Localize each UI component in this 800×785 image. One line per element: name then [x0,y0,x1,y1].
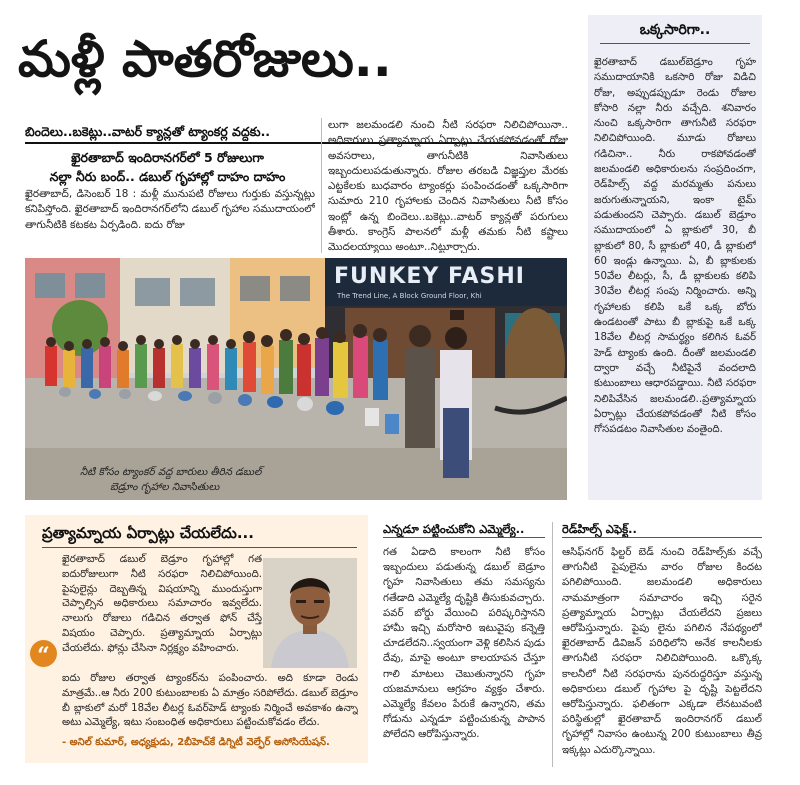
lead-column-2: లుగా జలమండలి నుంచి నీటి సరఫరా నిలిచిపోయినా.. అధికారులు ప్రత్యామ్నాయ ఏర్పాట్లు చేయకపోవడంతో రోజు అవసరాలు, తాగునీటికి నివాసితులు ఇబ్బందులుపడుతున్నారు. రోజుల తరబడి విజ్ఞప్తుల మేరకు ఎట్టకేలకు బుధవారం ట్యాంకర్లు పంపించడంతో ఒక్కసారిగా సుమారు 210 గృహాలకు చెందిన నివాసితులు నీటి కోసం ఇంట్లో ఉన్న బిందెలు..బకెట్లు..వాటర్‌ క్యాన్లతో పరుగులు తీశారు. కాంగ్రెస్‌ పాలనలో మళ్లీ తమకు నీటి కష్టాలు మొదలయ్యాయి అంటూ..నిట్టూర్చారు. [328,119,568,253]
redhills-divider [562,537,762,538]
mla-text: గత ఏడాది కాలంగా నీటి కోసం ఇబ్బందులు పడుతున్న డబుల్‌ బెడ్రూం గృహ నివాసితులు తమ సమస్యను గతేడాది ఎమ్మెల్యే దృష్టికి తీసుకువచ్చారు. పవర్‌ బోర్డు వేయించి పరిష్కరిస్తానని హామీ ఇచ్చి మరోసారి ఇటువైపు కన్నెత్తి చూడలేదని..స్వయంగా వెళ్లి కలిసిన పుడు దేవు, మాపై అంటూ కాలయాపన చేస్తూ గాలి మాటలు చెబుతున్నారని గృహ యజమానులు ఆగ్రహం వ్యక్తం చేశారు. ఎమ్మెల్యే కేవలం పేరుకే ఉన్నారని, తమ గోడును ఎన్నడూ పట్టించుకున్న పాపాన పోలేదని ఆరోపిస్తున్నారు. [383,547,545,741]
news-photo [25,258,567,500]
quote-credit: - అనిల్‌ కుమార్‌, అధ్యక్షుడు, 2బీహెచ్‌కే డిగ్నిటీ వెల్ఫేర్‌ అసోసియేషన్‌. [62,737,330,748]
mla-divider [383,537,545,538]
quote-mark-icon: “ [30,640,57,667]
subdeck-line-1: ఖైరతాబాద్‌ ఇందిరానగర్‌లో 5 రోజులుగా [71,150,264,165]
quote-title: ప్రత్యామ్నాయ ఏర్పాట్లు చేయలేదు... [42,524,254,542]
shop-sign: FUNKEY FASHI [334,264,525,289]
sidebar-text: ఖైరతాబాద్‌ డబుల్‌బెడ్రూం గృహ సముదాయానికి ఒకసారి రోజు విడిచి రోజు, అప్పుడప్పుడూ రెండు రోజుల కోసారి నల్లా నీరు వచ్చేది. శనివారం నుంచి ఒక్కసారిగా తాగునీటి సరఫరా నిలిచిపోయింది. మూడు రోజులు గడిచినా.. నీరు రాకపోవడంతో జలమండలి అధికారులను సంప్రదించగా, రెడ్‌హిల్స్‌ వద్ద మరమ్మతు పనులు జరుగుతున్నాయని, ఇంకా టైమ్‌ పడుతుందని చెప్పారు. డబుల్‌ బెడ్రూం సముదాయంలో ఏ బ్లాకులో 30, బీ బ్లాకులో 80, సీ బ్లాకులో 40, డీ బ్లాకులో 60 ఇండ్లు ఉన్నాయి. ఏ, బీ బ్లాకులకు 50వేల లీటర్లు, సీ, డీ బ్లాకులకు కలిపి 30వేల లీటర్ల సంపు నిర్మించారు. అన్ని గృహాలకు కలిపి ఒకే ఒక్క బోరు ఉండటంతో పాటు బీ బ్లాకుపై ఒకే ఒక్క 18వేల లీటర్ల సామర్థ్యం కలిగిన ఓవర్‌ హెడ్‌ ట్యాంకు ఉంది. దీంతో జలమండలి ద్వారా వచ్చే నీటిపైనే వందలాది కుటుంబాలు ఆధారపడ్డాయి. నీటి సరఫరా నిలిపివేసిన జలమండలి..ప్రత్యామ్నాయ ఏర్పాట్లు చేయకపోవడంతో నీటి కోసం గోసపడటం నివాసితుల వంతైంది. [594,57,756,436]
quote-divider [42,547,357,548]
photo-caption [80,465,270,495]
kicker: బిందెలు..బకెట్లు..వాటర్‌ క్యాన్లతో ట్యాంకర్ల వద్దకు.. [25,124,271,139]
column-divider-bottom [552,522,553,767]
redhills-title: రెడ్‌హిల్స్‌ ఎఫెక్ట్‌.. [562,522,637,536]
mla-title: ఎన్నడూ పట్టించుకోని ఎమ్మెల్యే.. [383,522,525,536]
sidebar-title: ఒక్కసారిగా.. [639,22,711,38]
shop-tagline: The Trend Line, A Block Ground Floor, Khi [337,292,482,300]
subdeck [25,148,310,186]
sidebar-divider [600,43,750,44]
column-divider [321,118,322,253]
redhills-text: ఆసిఫ్‌నగర్‌ ఫిల్టర్‌ బెడ్‌ నుంచి రెడ్‌హిల్స్‌కు వచ్చే తాగునీటి పైపులైను వారం రోజుల కిందట పగిలిపోయింది. జలమండలి అధికారులు నామమాత్రంగా సమాచారం ఇచ్చి సరైన ప్రత్యామ్నాయ ఏర్పాట్లు చేయలేదని ప్రజలు ఆరోపిస్తున్నారు. పైపు లైను పగిలిన నేపథ్యంలో ఖైరతాబాద్‌ డివిజన్‌ పరిధిలోని అనేక కాలనీలకు తాగునీటి సరఫరా నిలిచిపోయింది. ఒక్కొక్క కాలనీలో నీటి సరఫరాను పునరుద్ధరిస్తూ వస్తున్న అధికారులు డబుల్‌ గృహాల పై దృష్టి పెట్టలేదని ఆరోపిస్తున్నారు. ఫలితంగా ఎక్కడా లేనటువంటి పరిస్థితుల్లో ఖైరతాబాద్‌ ఇందిరానగర్‌ డబుల్‌ గృహాల్లో నివాసం ఉంటున్న 200 కుటుంబాలు తీవ్ర ఇక్కట్లు ఎదుర్కొన్నాయి. [562,547,762,756]
quote-text-1: ఖైరతాబాద్‌ డబుల్‌ బెడ్రూం గృహాల్లో గత ఐదురోజులుగా నీటి సరఫరా నిలిచిపోయింది. పైపులైన్లు దెబ్బతిన్న విషయాన్ని ముందుస్తుగా చెప్పాల్సిన అధికారులు సమాచారం ఇవ్వలేదు. నాలుగు రోజులు గడిచిన తర్వాత ఫోన్‌ చేస్తే విషయం చెప్పారు. ప్రత్యామ్నాయ ఏర్పాట్లు చేయలేదు. ఫోన్లు చేసినా నిర్లక్ష్యం వహించారు. [62,554,262,654]
portrait-illustration [263,558,357,668]
caption-line-1: నీటి కోసం ట్యాంకర్‌ వద్ద బారులు తీరిన డబుల్‌ [80,466,262,478]
caption-line-2: బెడ్రూం గృహాల నివాసితులు [110,481,220,493]
quote-text-2: ఐదు రోజుల తర్వాత ట్యాంకర్‌ను పంపించారు. అది కూడా రెండు మాత్రమే..ఆ నీరు 200 కుటుంబాలకు ఏ మాత్రం సరిపోలేదు. డబుల్‌ బెడ్రూం బీ బ్లాకులో మరో 18వేల లీటర్ల ఓవర్‌హెడ్‌ ట్యాంకు నిర్మించే అవకాశం ఉన్నా అటు ఎమ్మెల్యే, ఇటు సంబంధిత అధికారులు పట్టించుకోవడం లేదు. [62,673,358,729]
headline: మళ్లీ పాతరోజులు.. [18,30,392,88]
subdeck-line-2: నల్లా నీరు బంద్‌.. డబుల్‌ గృహాల్లో దాహం దాహం [49,169,286,184]
lead-column-1: ఖైరతాబాద్‌, డిసెంబర్‌ 18 : మళ్లీ మునుపటి రోజులు గుర్తుకు వస్తున్నట్లు కనిపిస్తోంది. ఖైరతాబాద్‌ ఇందిరానగర్‌లోని డబుల్‌ గృహాల సముదాయంలో తాగునీటికి కటకట ఏర్పడింది. ఐదు రోజు [25,188,315,231]
speaker-portrait [263,558,357,668]
